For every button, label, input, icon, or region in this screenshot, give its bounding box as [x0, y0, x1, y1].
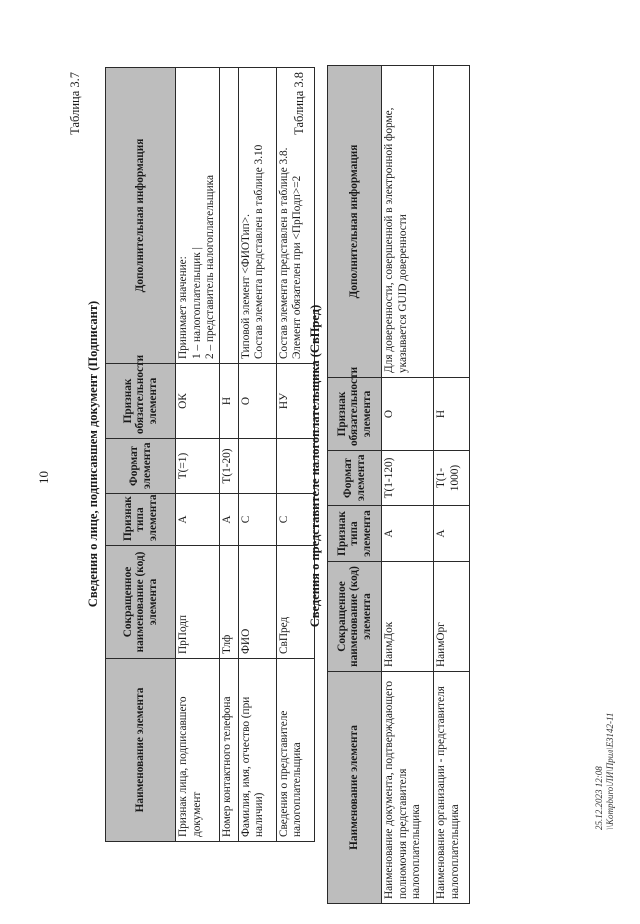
cell-line: А [220, 515, 233, 524]
page-number: 10 [36, 471, 51, 484]
table-cell [219, 68, 238, 364]
print-stamp [594, 713, 617, 830]
table-cell [382, 378, 434, 451]
table-cell [219, 494, 238, 546]
table-cell [176, 546, 220, 659]
cell-line: НУ [277, 392, 290, 410]
table-cell [434, 506, 470, 562]
table-cell [434, 451, 470, 506]
table-cell [238, 68, 276, 364]
cell-line: Фамилия, имя, отчество (при наличии) [239, 696, 266, 837]
table2-header-cell: Наименование элемента [328, 672, 382, 904]
table-2-header-row [328, 66, 382, 904]
table-1-caption: Таблица 3.7 [68, 72, 82, 135]
table-cell [219, 546, 238, 659]
table-row [238, 68, 276, 842]
table1-header-cell: Признак типа элемента [106, 494, 176, 546]
table-cell [238, 546, 276, 659]
cell-line: НаимОрг [435, 622, 447, 667]
print-stamp-date: 25.12.2023 12:08 [594, 766, 604, 830]
table1-header-cell: Формат элемента [106, 439, 176, 494]
table1-header-cell: Дополнительная информация [106, 68, 176, 364]
cell-line: Н [220, 396, 233, 406]
table-cell [176, 659, 220, 842]
cell-line: Состав элемента представлен в таблице 3.8. [277, 147, 290, 359]
table-cell [382, 562, 434, 672]
table-row [176, 68, 220, 842]
cell-line: Н [435, 409, 447, 419]
cell-line: С [277, 515, 290, 524]
table-cell [176, 439, 220, 494]
table1-header-cell: Сокращенное наименование (код) элемента [106, 546, 176, 659]
cell-line: Т(1-20) [220, 448, 233, 484]
cell-line: О [383, 409, 395, 419]
cell-line: Элемент обязателен при <ПрПодп>=2 [291, 175, 304, 359]
cell-line: 2 – представитель налогоплательщика [204, 175, 217, 359]
table1-header-cell: Признак обязательности элемента [106, 364, 176, 439]
table1-header-cell: Наименование элемента [106, 659, 176, 842]
table-cell [176, 494, 220, 546]
cell-line: А [435, 529, 447, 538]
table-cell [434, 66, 470, 378]
table-cell [238, 494, 276, 546]
table2-header-cell: Сокращенное наименование (код) элемента [328, 562, 382, 672]
table-cell [219, 659, 238, 842]
cell-line: А [383, 529, 395, 538]
cell-line: ФИО [239, 628, 252, 654]
table2-header-cell: Формат элемента [328, 451, 382, 506]
cell-line: О [239, 396, 252, 406]
table-cell [238, 439, 276, 494]
print-stamp-path: \\Kompburo\ЛИ\Прил\ЕЗ142-11 [605, 712, 616, 830]
table-cell [382, 66, 434, 378]
table-1-title: Сведения о лице, подписавшем документ (Подписант) [86, 300, 100, 608]
table-cell [238, 364, 276, 439]
table-1 [105, 67, 315, 842]
cell-line: Наименование организации - представителя налогоплательщика [435, 686, 461, 899]
table-cell [219, 364, 238, 439]
table2-header-cell: Признак типа элемента [328, 506, 382, 562]
cell-line: Состав элемента представлен в таблице 3.10 [253, 144, 266, 359]
table2-header-cell: Признак обязательности элемента [328, 378, 382, 451]
table2-header-cell: Дополнительная информация [328, 66, 382, 378]
table-row [382, 66, 434, 904]
table-row [434, 66, 470, 904]
cell-line: ОК [177, 393, 189, 409]
cell-line: Для доверенности, совершенной в электронной форме, указывается GUID доверенности [383, 107, 409, 373]
table-1-header-row [106, 68, 176, 842]
cell-line: Принимает значение: [177, 256, 189, 359]
cell-line: Т(1-120) [383, 457, 395, 499]
cell-line: 1 – налогоплательщик | [190, 247, 203, 359]
table-row [219, 68, 238, 842]
cell-line: Т(=1) [177, 452, 189, 480]
table-cell [434, 562, 470, 672]
table-cell [382, 672, 434, 904]
cell-line: Номер контактного телефона [220, 696, 233, 837]
cell-line: Тлф [220, 634, 233, 654]
cell-line: С [239, 515, 252, 524]
table-cell [434, 672, 470, 904]
cell-line: Наименование документа, подтверждающего полномочия представителя налогоплательщика [383, 680, 423, 899]
cell-line: НаимДок [383, 621, 395, 667]
cell-line: Т(1-1000) [435, 464, 461, 492]
table-cell [176, 68, 220, 364]
cell-line: СвПред [277, 616, 290, 654]
cell-line: ПрПодп [177, 614, 189, 654]
table-cell [382, 451, 434, 506]
table-cell [176, 364, 220, 439]
cell-line: Сведения о представителе налогоплательщика [277, 710, 304, 837]
cell-line: Типовой элемент <ФИОТип>. [239, 214, 252, 359]
table-cell [238, 659, 276, 842]
table-cell [219, 439, 238, 494]
table-cell [382, 506, 434, 562]
cell-line: А [177, 515, 189, 524]
cell-line: Признак лица, подписавшего документ [177, 696, 203, 837]
table-2 [327, 65, 470, 904]
table-2-title: Сведения о представителе налогоплательщика (СвПред) [308, 304, 322, 628]
table-cell [434, 378, 470, 451]
table-2-caption: Таблица 3.8 [292, 72, 306, 135]
